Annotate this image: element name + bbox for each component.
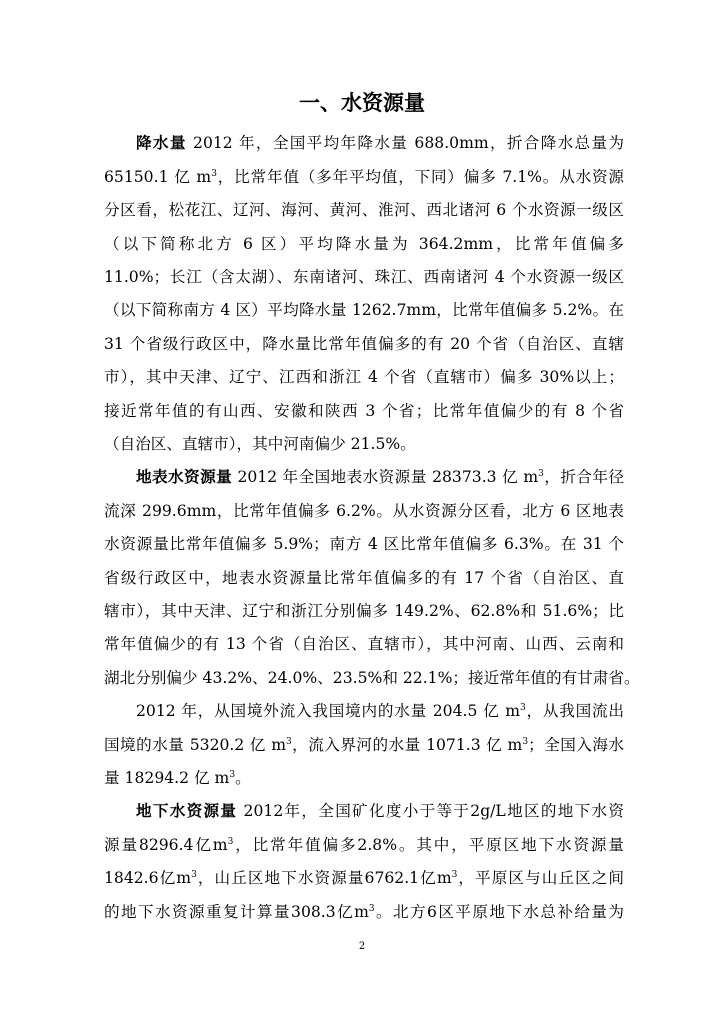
paragraph-line: 分区看，松花江、辽河、海河、黄河、淮河、西北诸河 6 个水资源一级区 bbox=[104, 201, 624, 219]
paragraph-line: 31 个省级行政区中，降水量比常年值偏多的有 20 个省（自治区、直辖 bbox=[104, 335, 624, 353]
paragraph-line: 地下水资源量 2012年，全国矿化度小于等于2g/L地区的地下水资 bbox=[136, 802, 624, 820]
paragraph-line: 水资源量比常年值偏多 5.9%；南方 4 区比常年值偏多 6.3%。在 31 个 bbox=[104, 535, 624, 553]
paragraph-line: （以下简称南方 4 区）平均降水量 1262.7mm，比常年值偏多 5.2%。在 bbox=[104, 301, 624, 319]
paragraph-line: 湖北分别偏少 43.2%、24.0%、23.5%和 22.1%；接近常年值的有甘肃省。 bbox=[104, 669, 640, 687]
paragraph-line: 11.0%；长江（含太湖）、东南诸河、珠江、西南诸河 4 个水资源一级区 bbox=[104, 268, 624, 286]
paragraph-line: 省级行政区中，地表水资源量比常年值偏多的有 17 个省（自治区、直 bbox=[104, 569, 624, 587]
paragraph-line: 降水量 2012 年，全国平均年降水量 688.0mm，折合降水总量为 bbox=[136, 134, 624, 152]
page-number: 2 bbox=[358, 941, 366, 952]
paragraph-line: 65150.1 亿 $m^3$，比常年值（多年平均值，下同）偏多 7.1%。从水资源 bbox=[104, 168, 625, 186]
paragraph-line: 的地下水资源重复计算量308.3亿$m^3$。北方6区平原地下水总补给量为 bbox=[104, 903, 625, 921]
paragraph-line: 常年值偏少的有 13 个省（自治区、直辖市），其中河南、山西、云南和 bbox=[104, 635, 624, 653]
paragraph-line: 源量8296.4亿$m^3$，比常年值偏多2.8%。其中，平原区地下水资源量 bbox=[104, 836, 624, 854]
paragraph-line: 量 18294.2 亿 $m^3$。 bbox=[104, 769, 251, 787]
paragraph-line: 流深 299.6mm，比常年值偏多 6.2%。从水资源分区看，北方 6 区地表 bbox=[104, 502, 624, 520]
heading-groundwater: 地下水资源量 bbox=[136, 802, 238, 820]
paragraph-line: 1842.6亿$m^3$，山丘区地下水资源量6762.1亿$m^3$，平原区与山丘区之间 bbox=[104, 869, 624, 887]
paragraph-line: （自治区、直辖市），其中河南偏少 21.5%。 bbox=[104, 435, 416, 453]
paragraph-line: （以下简称北方 6 区）平均降水量为 364.2mm，比常年值偏多 bbox=[104, 235, 624, 253]
paragraph-line: 地表水资源量 2012 年全国地表水资源量 28373.3 亿 $m^3$，折合年径 bbox=[136, 468, 624, 486]
section-title: 一、水资源量 bbox=[299, 91, 425, 115]
paragraph-line: 辖市），其中天津、辽宁和浙江分别偏多 149.2%、62.8%和 51.6%；比 bbox=[104, 602, 624, 620]
heading-surface-water: 地表水资源量 bbox=[136, 468, 233, 486]
paragraph-line: 国境的水量 5320.2 亿 $m^3$，流入界河的水量 1071.3 亿 $m^3$；全国入海水 bbox=[104, 736, 624, 754]
heading-precipitation: 降水量 bbox=[136, 134, 187, 152]
paragraph-line: 市），其中天津、辽宁、江西和浙江 4 个省（直辖市）偏多 30%以上； bbox=[104, 368, 624, 386]
paragraph-line: 2012 年，从国境外流入我国境内的水量 204.5 亿 $m^3$，从我国流出 bbox=[136, 702, 624, 720]
paragraph-line: 接近常年值的有山西、安徽和陕西 3 个省；比常年值偏少的有 8 个省 bbox=[104, 402, 624, 420]
